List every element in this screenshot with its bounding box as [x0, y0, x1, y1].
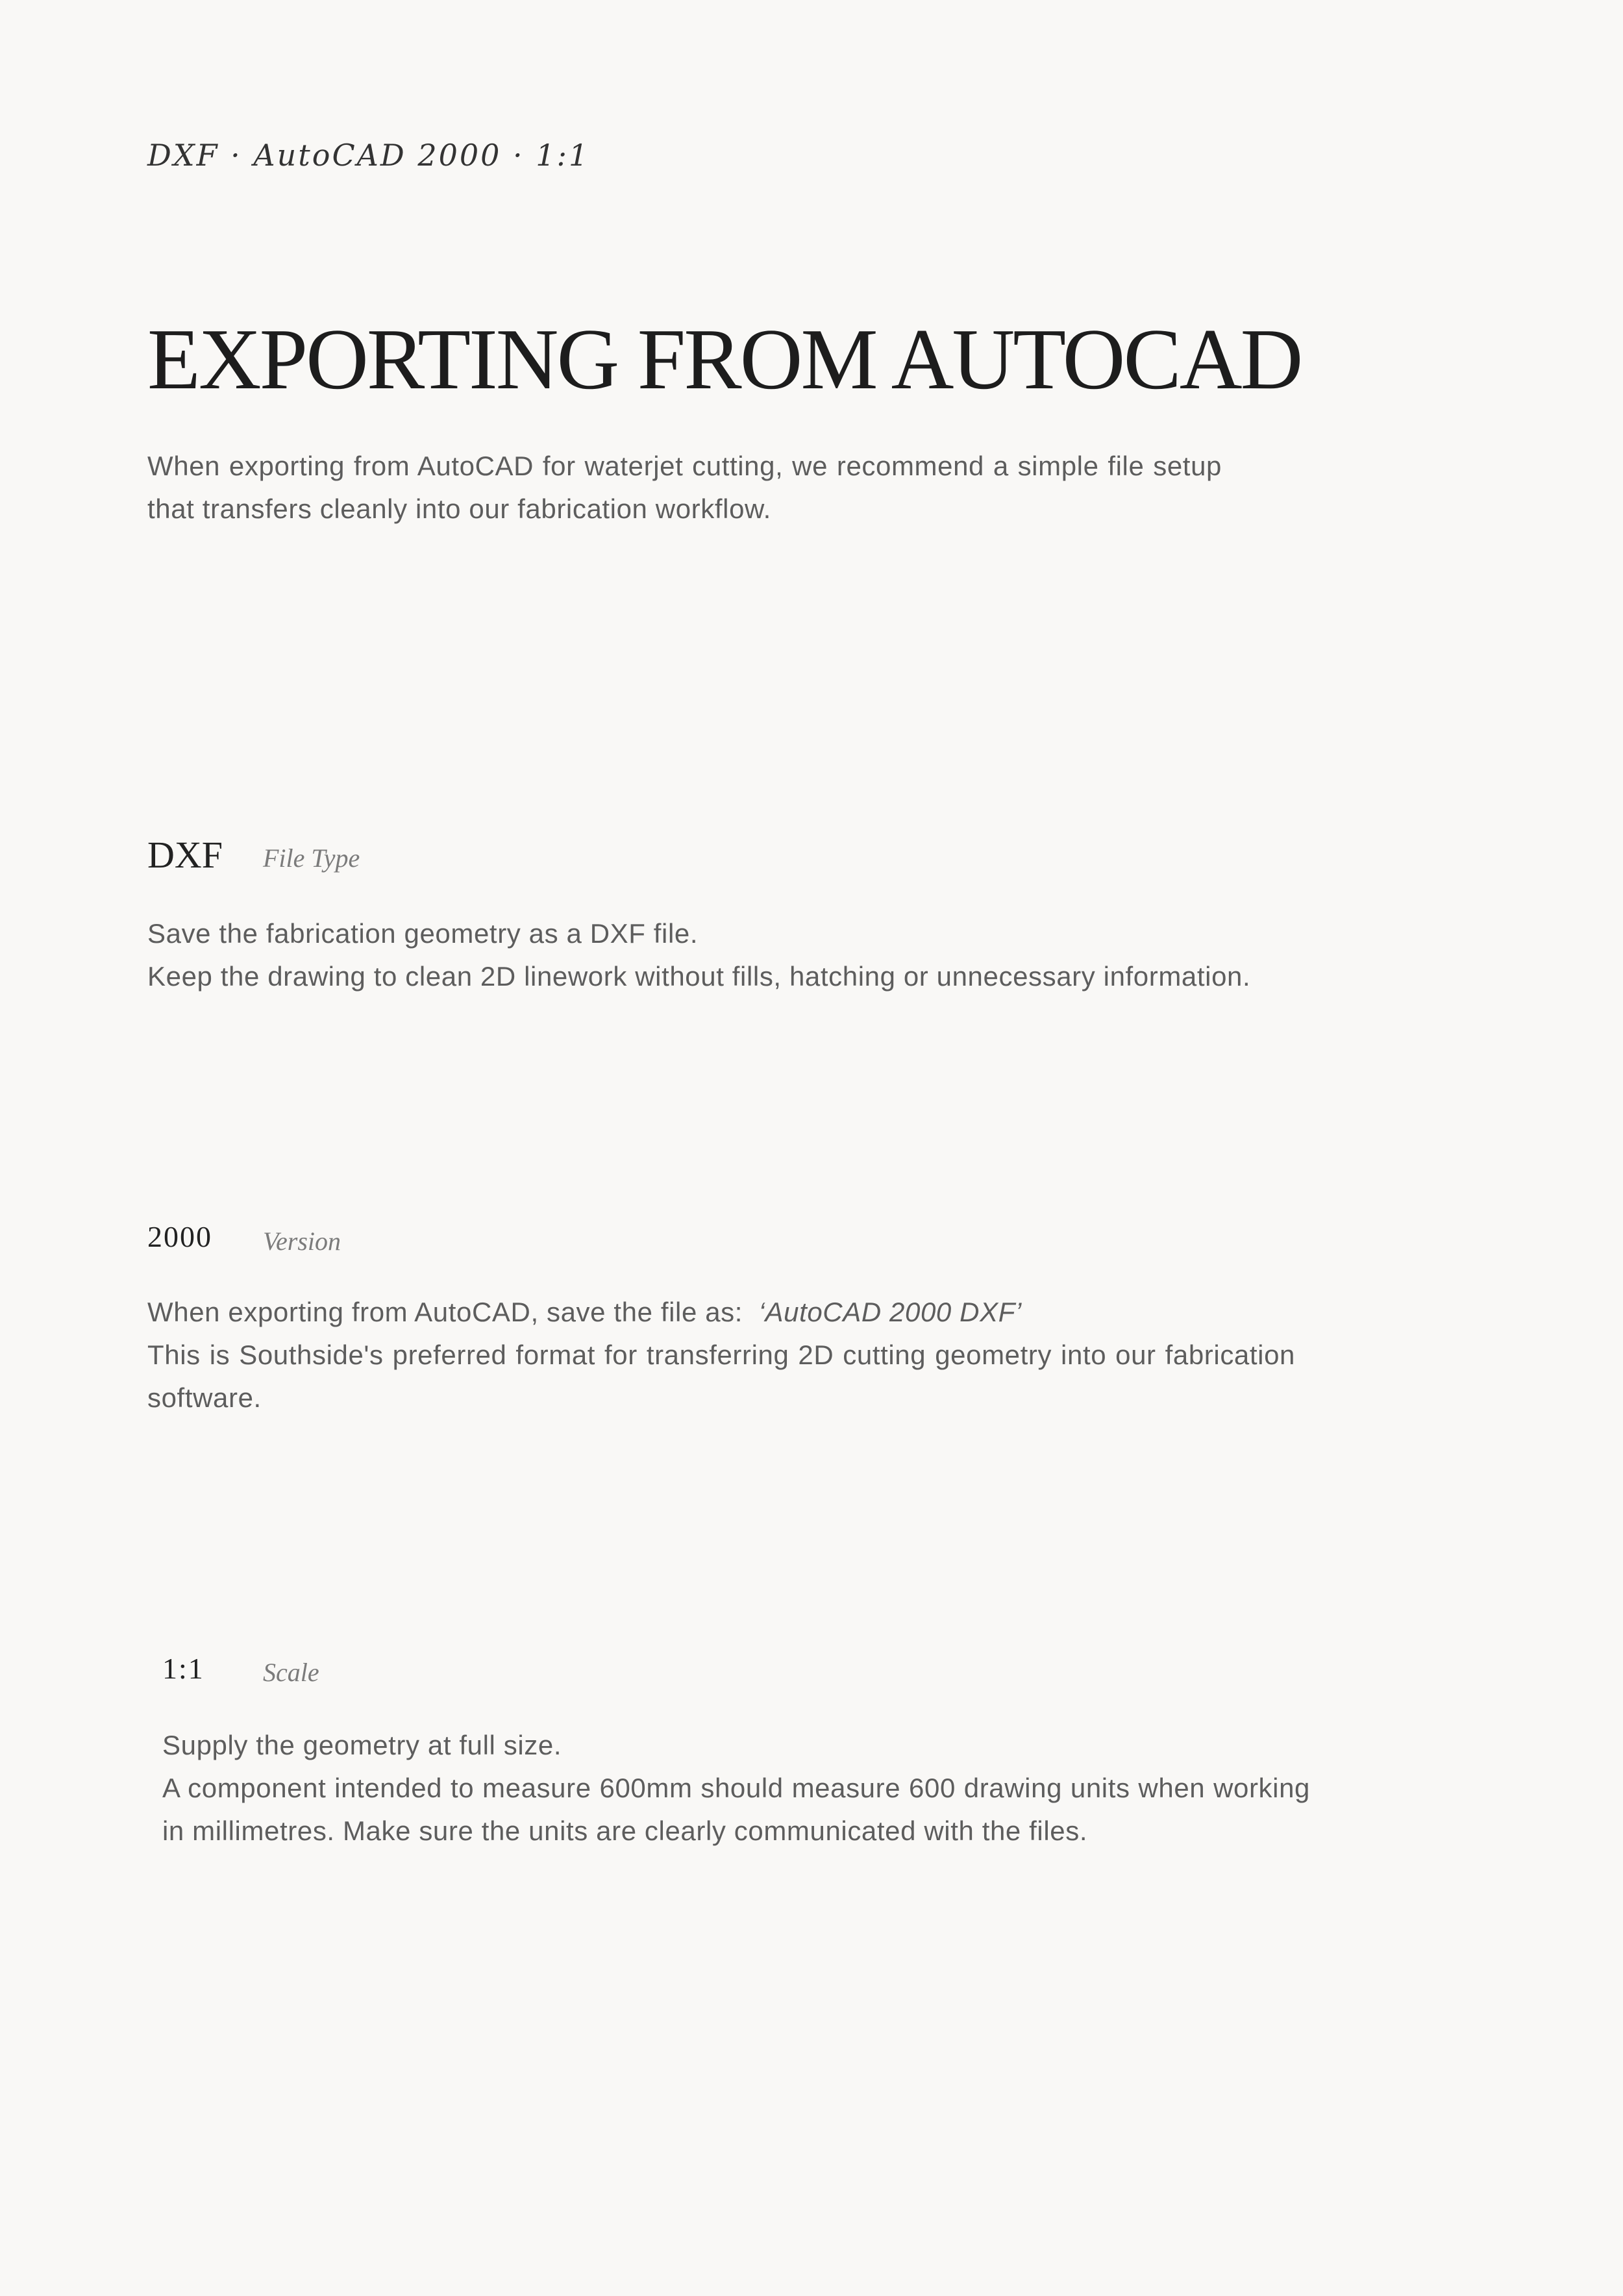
header-tagline: DXF · AutoCAD 2000 · 1:1 — [147, 138, 590, 173]
section-version-line-2: This is Southside's preferred format for transferring 2D cutting geometry into our fabrication software. — [147, 1340, 1295, 1413]
intro-paragraph: When exporting from AutoCAD for waterjet cutting, we recommend a simple file setup that transfers cleanly into our fabrication workflow. — [147, 451, 1222, 524]
section-version-sublabel: Version — [263, 1227, 341, 1256]
section-scale-line-1: Supply the geometry at full size. — [162, 1730, 562, 1760]
section-version-line-1 — [147, 1291, 1295, 1334]
page-title: EXPORTING FROM AUTOCAD — [147, 311, 1302, 407]
section-scale-label: 1:1 — [162, 1652, 204, 1685]
section-version-body — [147, 1291, 1295, 1419]
section-version-line-1-prefix: When exporting from AutoCAD, save the file as: — [147, 1297, 743, 1327]
section-dxf-sublabel: File Type — [263, 843, 360, 873]
section-scale-body — [162, 1724, 1310, 1853]
section-dxf-line-2: Keep the drawing to clean 2D linework without fills, hatching or unnecessary information. — [147, 961, 1251, 992]
section-dxf-line-1: Save the fabrication geometry as a DXF file. — [147, 918, 699, 949]
section-scale-sublabel: Scale — [263, 1658, 319, 1687]
section-dxf-label: DXF — [147, 834, 223, 876]
section-version-format-emphasis: ‘AutoCAD 2000 DXF’ — [758, 1297, 1022, 1327]
section-scale-line-2: A component intended to measure 600mm should measure 600 drawing units when working in millimetres. Make sure the units are clearly communicated with the files. — [162, 1773, 1310, 1846]
section-version-label: 2000 — [147, 1220, 212, 1253]
section-dxf-body — [147, 912, 1316, 998]
